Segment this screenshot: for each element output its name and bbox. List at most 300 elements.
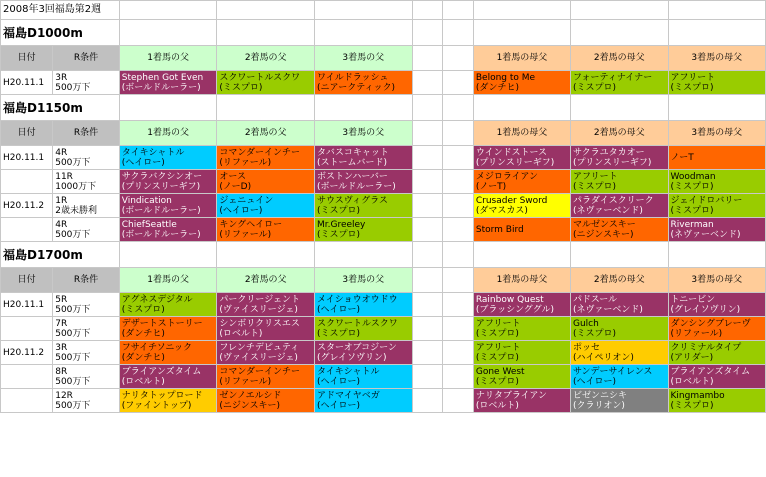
dam-sire-1-cell: [473, 194, 570, 218]
dam-sire-3-cell: [668, 146, 765, 170]
sire2-header: 2着馬の父: [217, 121, 315, 146]
cell-line-1: アドマイヤベガ: [316, 390, 380, 401]
race-row: [1, 293, 766, 317]
empty-cell: [668, 242, 765, 268]
cell-line-1: スクワートルスクワ: [219, 72, 301, 83]
empty-cell: [412, 71, 443, 95]
dam-sire-2-cell: [571, 293, 669, 317]
empty-cell: [412, 194, 443, 218]
cell-line-2: (ロベルト): [219, 328, 263, 339]
race-header: [53, 268, 120, 293]
cell-line-1: 4R: [55, 147, 68, 158]
empty-cell: [119, 242, 217, 268]
cell-line-2: (プリンスリーギフ): [475, 157, 555, 168]
cell-line-2: (リファール): [219, 157, 272, 168]
sire1-header: 1着馬の父: [119, 121, 217, 146]
race-row: [1, 146, 766, 170]
cell-line-2: (ネヴァーベンド): [573, 205, 643, 216]
dam-sire-3-cell: [668, 365, 765, 389]
empty-cell: [412, 121, 443, 146]
cell-line-1: 3R: [55, 72, 68, 83]
cell-line-1: ビゼンニシキ: [573, 390, 628, 401]
cell-line-2: (リファール): [670, 328, 723, 339]
sire-1-cell: [119, 293, 217, 317]
cell-line-1: ナリタブライアン: [475, 390, 547, 401]
cell-line-2: (ミスプロ): [316, 328, 360, 339]
cell-line-1: 5R: [55, 294, 68, 305]
cell-line-1: ゼンノエルシド: [219, 390, 282, 401]
cell-line-2: (グレイソヴリン): [316, 352, 387, 363]
cell-line-1: ノーT: [670, 152, 694, 163]
cell-line-2: (ヘイロー): [316, 304, 360, 315]
empty-cell: [412, 242, 443, 268]
cell-line-2: (ストームバード): [316, 157, 387, 168]
dam-sire-2-cell: [571, 218, 669, 242]
cell-line-2: (ミスプロ): [121, 304, 165, 315]
sire2-header: 2着馬の父: [217, 268, 315, 293]
cell-line-2: (ヴァイスリージェ): [219, 352, 298, 363]
cell-line-2: (ハイペリオン): [573, 352, 634, 363]
cell-line-1: アグネスデジタル: [121, 294, 193, 305]
dam-sire-3-cell: [668, 170, 765, 194]
race-number: [53, 389, 120, 413]
cell-line-2: (ボールドルーラー): [121, 82, 201, 93]
cell-line-2: (ヴァイスリージェ): [219, 304, 298, 315]
cell-line-2: (ヘイロー): [219, 205, 263, 216]
empty-cell: [217, 242, 315, 268]
race-number: [53, 341, 120, 365]
sire-1-cell: [119, 389, 217, 413]
cell-line-1: メイショウオウドウ: [316, 294, 398, 305]
cell-line-2: 500万下: [55, 304, 91, 315]
sire-2-cell: [217, 341, 315, 365]
sire-1-cell: [119, 146, 217, 170]
cell-line-1: パークリージェント: [219, 294, 301, 305]
cell-line-1: ワイルドラッシュ: [316, 72, 389, 83]
dam-sire-1-cell: [473, 317, 570, 341]
cell-line-2: (クラリオン): [573, 400, 625, 411]
race-row: [1, 194, 766, 218]
dam-sire-1-cell: [473, 389, 570, 413]
cell-line-1: フレンチデピュティ: [219, 342, 300, 353]
dam-sire-2-cell: [571, 71, 669, 95]
cell-line-1: 8R: [55, 366, 68, 377]
cell-line-1: R: [73, 128, 81, 138]
sheet-title: 2008年3回福島第2週: [1, 1, 120, 20]
cell-line-1: ブライアンズタイム: [670, 366, 751, 377]
sire-3-cell: [314, 170, 412, 194]
empty-cell: [412, 46, 443, 71]
sire-3-cell: [314, 293, 412, 317]
dam-sire2-header: 2着馬の母父: [571, 46, 669, 71]
dam-sire-1-cell: [473, 218, 570, 242]
cell-line-2: (ヘイロー): [573, 376, 617, 387]
empty-cell: [443, 268, 474, 293]
cell-line-1: Riverman: [670, 219, 714, 230]
cell-line-2: (ボールドルーラー): [121, 205, 201, 216]
dam-sire-2-cell: [571, 365, 669, 389]
cell-line-2: (ミスプロ): [670, 400, 714, 411]
race-date: H20.11.2: [1, 194, 53, 218]
race-row: [1, 317, 766, 341]
dam-sire-2-cell: [571, 389, 669, 413]
race-number: [53, 218, 120, 242]
dam-sire-1-cell: [473, 71, 570, 95]
cell-line-2: (ノーT): [475, 181, 507, 192]
dam-sire-2-cell: [571, 317, 669, 341]
race-header: [53, 121, 120, 146]
cell-line-2: (ミスプロ): [573, 328, 617, 339]
sire-3-cell: [314, 365, 412, 389]
date-header: 日付: [1, 268, 53, 293]
empty-cell: [412, 95, 443, 121]
race-date: H20.11.1: [1, 293, 53, 317]
empty-cell: [314, 20, 412, 46]
cell-line-2: (リファール): [219, 229, 272, 240]
cell-line-1: フサイチソニック: [121, 342, 193, 353]
empty-cell: [443, 20, 474, 46]
cell-line-1: Gulch: [573, 318, 599, 329]
course-title: 福島D1000m: [1, 20, 120, 46]
sire-3-cell: [314, 194, 412, 218]
sire-3-cell: [314, 341, 412, 365]
cell-line-1: Rainbow Quest: [475, 294, 544, 305]
cell-line-1: アフリート: [475, 342, 521, 353]
cell-line-1: コマンダーインチー: [219, 366, 301, 377]
cell-line-1: タイキシャトル: [121, 147, 185, 158]
sire-2-cell: [217, 194, 315, 218]
date-header: 日付: [1, 46, 53, 71]
empty-cell: [412, 389, 443, 413]
cell-line-1: R: [73, 275, 81, 285]
dam-sire-2-cell: [571, 341, 669, 365]
empty-cell: [443, 341, 474, 365]
empty-cell: [443, 194, 474, 218]
cell-line-1: デザートストーリー: [121, 318, 203, 329]
dam-sire2-header: 2着馬の母父: [571, 121, 669, 146]
empty-cell: [217, 95, 315, 121]
cell-line-2: (ダマスカス): [475, 205, 528, 216]
cell-line-1: クリミナルタイプ: [670, 342, 742, 353]
race-number: [53, 71, 120, 95]
dam-sire-1-cell: [473, 170, 570, 194]
empty-cell: [314, 95, 412, 121]
dam-sire1-header: 1着馬の母父: [473, 46, 570, 71]
sire-1-cell: [119, 317, 217, 341]
cell-line-2: (ダンチヒ): [121, 328, 165, 339]
cell-line-1: サンデーサイレンス: [573, 366, 653, 377]
cell-line-2: (ダンチヒ): [121, 352, 165, 363]
dam-sire2-header: 2着馬の母父: [571, 268, 669, 293]
dam-sire-3-cell: [668, 293, 765, 317]
cell-line-2: (ミスプロ): [475, 352, 519, 363]
dam-sire-1-cell: [473, 293, 570, 317]
cell-line-2: (ファイントップ): [121, 400, 192, 411]
empty-cell: [119, 95, 217, 121]
dam-sire-3-cell: [668, 341, 765, 365]
empty-cell: [443, 146, 474, 170]
cell-line-1: スクワートルスクワ: [316, 318, 398, 329]
sire-3-cell: [314, 71, 412, 95]
cell-line-1: Belong to Me: [475, 72, 536, 83]
dam-sire3-header: 3着馬の母父: [668, 121, 765, 146]
cell-line-1: ナリタトップロード: [121, 390, 203, 401]
empty-cell: [412, 365, 443, 389]
cell-line-1: コマンダーインチー: [219, 147, 301, 158]
cell-line-2: (リファール): [219, 376, 272, 387]
cell-line-1: タバスコキャット: [316, 147, 389, 158]
sire-1-cell: [119, 170, 217, 194]
dam-sire1-header: 1着馬の母父: [473, 121, 570, 146]
empty-cell: [412, 218, 443, 242]
race-date: [1, 365, 53, 389]
race-date: H20.11.2: [1, 341, 53, 365]
cell-line-2: 2歳未勝利: [55, 205, 97, 216]
cell-line-1: アフリート: [573, 171, 618, 182]
cell-line-1: 7R: [55, 318, 68, 329]
empty-cell: [443, 365, 474, 389]
cell-line-2: (ボールドルーラー): [316, 181, 396, 192]
empty-cell: [473, 20, 570, 46]
dam-sire-2-cell: [571, 146, 669, 170]
cell-line-2: (ミスプロ): [670, 205, 714, 216]
cell-line-1: ジェニュイン: [219, 195, 274, 206]
dam-sire1-header: 1着馬の母父: [473, 268, 570, 293]
cell-line-1: サクラユタカオー: [573, 147, 645, 158]
course-title: 福島D1150m: [1, 95, 120, 121]
cell-line-1: サウスヴィグラス: [316, 195, 388, 206]
empty-cell: [314, 242, 412, 268]
dam-sire-3-cell: [668, 218, 765, 242]
cell-line-1: キングヘイロー: [219, 219, 283, 230]
sire3-header: 3着馬の父: [314, 121, 412, 146]
cell-line-1: パラダイスクリーク: [573, 195, 654, 206]
sire-3-cell: [314, 389, 412, 413]
cell-line-2: 500万下: [55, 157, 91, 168]
dam-sire-1-cell: [473, 146, 570, 170]
sire3-header: 3着馬の父: [314, 268, 412, 293]
sire-3-cell: [314, 317, 412, 341]
sire2-header: 2着馬の父: [217, 46, 315, 71]
empty-cell: [668, 95, 765, 121]
sire1-header: 1着馬の父: [119, 268, 217, 293]
cell-line-2: (ヘイロー): [121, 157, 165, 168]
cell-line-2: (ミスプロ): [475, 376, 519, 387]
cell-line-1: 1R: [55, 195, 68, 206]
empty-cell: [412, 293, 443, 317]
empty-cell: [412, 341, 443, 365]
cell-line-1: アフリート: [475, 318, 521, 329]
cell-line-1: アフリート: [670, 72, 716, 83]
empty-cell: [119, 20, 217, 46]
cell-line-1: 4R: [55, 219, 68, 230]
dam-sire3-header: 3着馬の母父: [668, 268, 765, 293]
dam-sire-1-cell: [473, 341, 570, 365]
cell-line-1: スターオブコジーン: [316, 342, 397, 353]
cell-line-2: 500万下: [55, 328, 91, 339]
empty-cell: [668, 20, 765, 46]
race-number: [53, 170, 120, 194]
sire-2-cell: [217, 365, 315, 389]
race-date: H20.11.1: [1, 146, 53, 170]
cell-line-1: R: [73, 53, 81, 63]
cell-line-1: ダンシングブレーヴ: [670, 318, 751, 329]
sire-3-cell: [314, 218, 412, 242]
cell-line-1: Vindication: [121, 195, 172, 206]
empty-cell: [412, 317, 443, 341]
cell-line-2: (ブラッシンググル): [475, 304, 555, 315]
cell-line-2: (ミスプロ): [573, 181, 617, 192]
empty-cell: [443, 317, 474, 341]
cell-line-2: (ミスプロ): [670, 82, 714, 93]
empty-cell: [571, 95, 669, 121]
cell-line-1: ウインドストース: [475, 147, 548, 158]
cell-line-1: ボストンハーバー: [316, 171, 388, 182]
cell-line-1: Gone West: [475, 366, 525, 377]
cell-line-2: (ミスプロ): [219, 82, 263, 93]
cell-line-2: 条件: [80, 128, 99, 138]
cell-line-1: Storm Bird: [475, 224, 524, 235]
cell-line-2: (ミスプロ): [475, 328, 519, 339]
cell-line-1: Mr.Greeley: [316, 219, 366, 230]
sire-2-cell: [217, 389, 315, 413]
sire-1-cell: [119, 194, 217, 218]
dam-sire-3-cell: [668, 71, 765, 95]
cell-line-2: 500万下: [55, 229, 91, 240]
sire1-header: 1着馬の父: [119, 46, 217, 71]
dam-sire-2-cell: [571, 194, 669, 218]
empty-cell: [443, 218, 474, 242]
empty-cell: [217, 20, 315, 46]
cell-line-2: 条件: [80, 275, 99, 285]
empty-cell: [443, 95, 474, 121]
sire-2-cell: [217, 146, 315, 170]
cell-line-1: パドスール: [573, 294, 618, 305]
cell-line-2: (ミスプロ): [316, 229, 360, 240]
cell-line-1: トニービン: [670, 294, 716, 305]
race-header: [53, 46, 120, 71]
empty-cell: [443, 46, 474, 71]
empty-cell: [412, 146, 443, 170]
cell-line-2: (ロベルト): [670, 376, 714, 387]
empty-cell: [443, 389, 474, 413]
race-row: [1, 341, 766, 365]
empty-cell: [443, 121, 474, 146]
race-number: [53, 146, 120, 170]
race-number: [53, 317, 120, 341]
cell-line-1: タイキシャトル: [316, 366, 380, 377]
sire-2-cell: [217, 218, 315, 242]
dam-sire-3-cell: [668, 389, 765, 413]
empty-cell: [412, 268, 443, 293]
cell-line-2: (ニジンスキー): [219, 400, 280, 411]
race-row: [1, 71, 766, 95]
cell-line-2: (ロベルト): [475, 400, 519, 411]
cell-line-2: 条件: [80, 53, 99, 63]
dam-sire-3-cell: [668, 317, 765, 341]
cell-line-2: 500万下: [55, 376, 91, 387]
race-date: H20.11.1: [1, 71, 53, 95]
empty-cell: [443, 293, 474, 317]
cell-line-2: (プリンスリーギフ): [121, 181, 201, 192]
cell-line-2: (ロベルト): [121, 376, 165, 387]
race-row: [1, 218, 766, 242]
dam-sire-2-cell: [571, 170, 669, 194]
empty-cell: [443, 242, 474, 268]
cell-line-2: (ミスプロ): [316, 205, 360, 216]
dam-sire3-header: 3着馬の母父: [668, 46, 765, 71]
cell-line-2: 500万下: [55, 352, 91, 363]
empty-cell: [473, 242, 570, 268]
cell-line-1: サクラバクシンオー: [121, 171, 203, 182]
cell-line-2: (ミスプロ): [670, 181, 714, 192]
sire-3-cell: [314, 146, 412, 170]
cell-line-1: 3R: [55, 342, 68, 353]
cell-line-2: (ニジンスキー): [573, 229, 634, 240]
cell-line-2: 500万下: [55, 400, 91, 411]
cell-line-1: ポッセ: [573, 342, 601, 353]
cell-line-2: (ニアークティック): [316, 82, 396, 93]
cell-line-2: (ボールドルーラー): [121, 229, 201, 240]
cell-line-1: Stephen Got Even: [121, 72, 204, 83]
cell-line-1: Crusader Sword: [475, 195, 548, 206]
sire-1-cell: [119, 71, 217, 95]
cell-line-2: (ダンチヒ): [475, 82, 519, 93]
cell-line-2: (アリダー): [670, 352, 714, 363]
cell-line-1: マルゼンスキー: [573, 219, 636, 230]
race-number: [53, 293, 120, 317]
sire-2-cell: [217, 71, 315, 95]
cell-line-2: (プリンスリーギフ): [573, 157, 652, 168]
empty-cell: [443, 170, 474, 194]
cell-line-1: オース: [219, 171, 246, 182]
cell-line-2: 500万下: [55, 82, 91, 93]
sire-1-cell: [119, 341, 217, 365]
race-date: [1, 170, 53, 194]
empty-cell: [412, 20, 443, 46]
cell-line-2: 1000万下: [55, 181, 97, 192]
dam-sire-3-cell: [668, 194, 765, 218]
cell-line-1: Kingmambo: [670, 390, 725, 401]
empty-cell: [443, 71, 474, 95]
cell-line-1: ブライアンズタイム: [121, 366, 202, 377]
sire3-header: 3着馬の父: [314, 46, 412, 71]
cell-line-2: (ネヴァーベンド): [573, 304, 643, 315]
race-number: [53, 365, 120, 389]
race-row: [1, 389, 766, 413]
cell-line-1: Woodman: [670, 171, 716, 182]
empty-cell: [571, 242, 669, 268]
cell-line-1: ChiefSeattle: [121, 219, 177, 230]
sire-1-cell: [119, 218, 217, 242]
sire-2-cell: [217, 293, 315, 317]
cell-line-2: (ノーD): [219, 181, 252, 192]
race-number: [53, 194, 120, 218]
date-header: 日付: [1, 121, 53, 146]
race-date: [1, 317, 53, 341]
cell-line-1: 12R: [55, 390, 73, 401]
cell-line-2: (ネヴァーベンド): [670, 229, 741, 240]
race-date: [1, 389, 53, 413]
cell-line-1: シンボリクリスエス: [219, 318, 300, 329]
cell-line-1: 11R: [55, 171, 73, 182]
cell-line-2: (ヘイロー): [316, 376, 360, 387]
cell-line-2: (ミスプロ): [573, 82, 617, 93]
race-row: [1, 365, 766, 389]
cell-line-1: メジロライアン: [475, 171, 538, 182]
cell-line-1: ジェイドロバリー: [670, 195, 743, 206]
empty-cell: [571, 20, 669, 46]
